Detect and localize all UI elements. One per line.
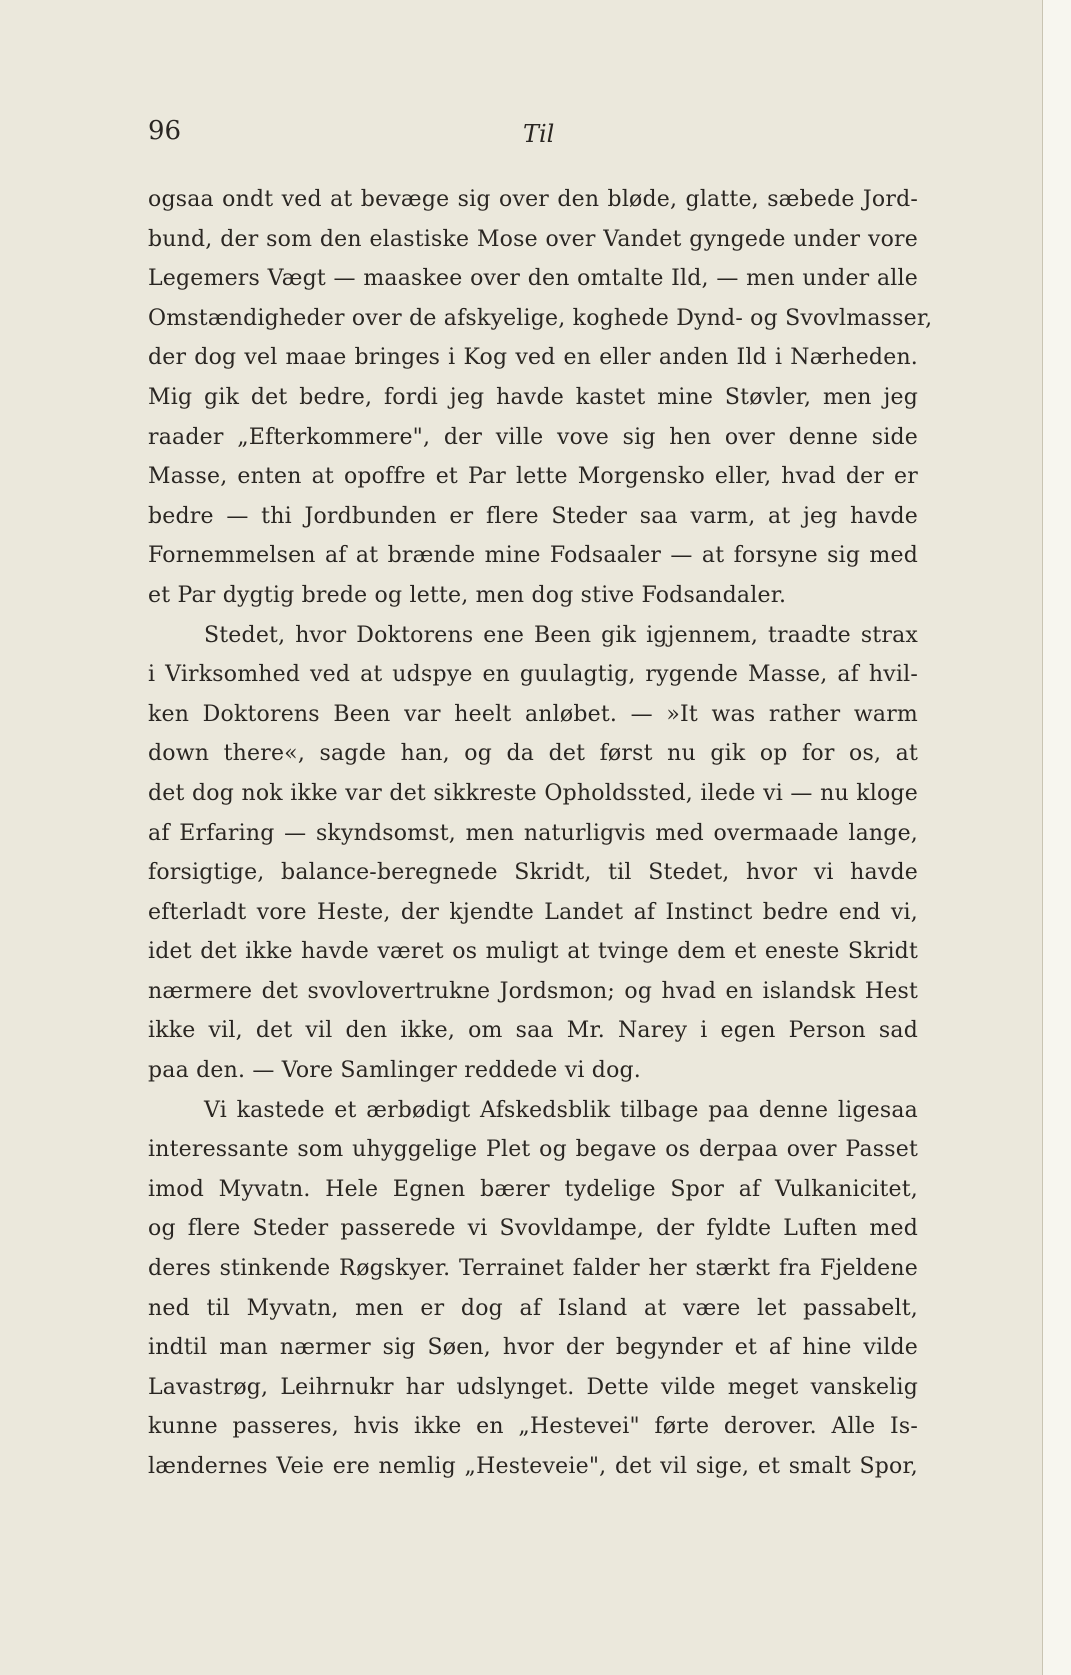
text-line: af Erfaring — skyndsomst, men naturligvis med overmaade lange, xyxy=(148,820,918,846)
text-line: Masse, enten at opoffre et Par lette Morgensko eller, hvad der er xyxy=(148,464,918,490)
text-line: forsigtige, balance-beregnede Skridt, til Stedet, hvor vi havde xyxy=(148,860,918,886)
text-line: paa den. — Vore Samlinger reddede vi dog. xyxy=(148,1058,641,1084)
text-line: bund, der som den elastiske Mose over Vandet gyngede under vore xyxy=(148,226,918,252)
text-line: lændernes Veie ere nemlig „Hesteveie", det vil sige, et smalt Spor, xyxy=(148,1454,918,1479)
text-line: imod Myvatn. Hele Egnen bærer tydelige Spor af Vulkanicitet, xyxy=(148,1176,918,1202)
page-number: 96 xyxy=(148,116,182,146)
running-head xyxy=(148,112,918,152)
text-line: ken Doktorens Been var heelt anløbet. — »It was rather warm xyxy=(148,701,918,727)
text-line: idet det ikke havde været os muligt at tvinge dem et eneste Skridt xyxy=(148,939,918,965)
text-line: ikke vil, det vil den ikke, om saa Mr. Narey i egen Person sad xyxy=(148,1018,918,1044)
text-line: interessante som uhyggelige Plet og begave os derpaa over Passet xyxy=(148,1137,918,1163)
text-line: nærmere det svovlovertrukne Jordsmon; og hvad en islandsk Hest xyxy=(148,978,918,1004)
text-line: Fornemmelsen af at brænde mine Fodsaaler — at forsyne sig med xyxy=(148,543,918,569)
running-title: Til xyxy=(523,120,555,148)
text-line: ned til Myvatn, men er dog af Island at være let passabelt, xyxy=(148,1295,918,1321)
text-line: og flere Steder passerede vi Svovldampe, der fyldte Luften med xyxy=(148,1216,918,1242)
text-line: i Virksomhed ved at udspye en guulagtig, rygende Masse, af hvil- xyxy=(148,662,918,688)
text-line: Lavastrøg, Leihrnukr har udslynget. Dette vilde meget vanskelig xyxy=(148,1374,918,1400)
page-edge xyxy=(1043,0,1071,1675)
text-line: det dog nok ikke var det sikkreste Opholdssted, ilede vi — nu kloge xyxy=(148,780,918,806)
text-line: down there«, sagde han, og da det først nu gik op for os, at xyxy=(148,741,918,767)
text-line: Omstændigheder over de afskyelige, koghede Dynd- og Svovlmasser, xyxy=(148,305,933,331)
text-line: indtil man nærmer sig Søen, hvor der begynder et af hine vilde xyxy=(148,1335,918,1361)
text-line: kunne passeres, hvis ikke en „Hestevei" førte derover. Alle Is- xyxy=(148,1414,918,1440)
text-line: Stedet, hvor Doktorens ene Been gik igjennem, traadte strax xyxy=(204,622,918,648)
text-line: raader „Efterkommere", der ville vove sig hen over denne side xyxy=(148,424,918,450)
text-line: Mig gik det bedre, fordi jeg havde kastet mine Støvler, men jeg xyxy=(148,384,918,410)
text-line: deres stinkende Røgskyer. Terrainet falder her stærkt fra Fjeldene xyxy=(148,1256,918,1282)
text-line: efterladt vore Heste, der kjendte Landet af Instinct bedre end vi, xyxy=(148,899,918,925)
text-line: Vi kastede et ærbødigt Afskedsblik tilbage paa denne ligesaa xyxy=(204,1097,918,1123)
text-line: et Par dygtig brede og lette, men dog stive Fodsandaler. xyxy=(148,582,787,608)
text-line: ogsaa ondt ved at bevæge sig over den bløde, glatte, sæbede Jord- xyxy=(148,187,918,212)
text-line: der dog vel maae bringes i Kog ved en eller anden Ild i Nærheden. xyxy=(148,345,918,371)
body-text xyxy=(148,180,933,1487)
text-line: Legemers Vægt — maaskee over den omtalte Ild, — men under alle xyxy=(148,266,918,292)
text-line: bedre — thi Jordbunden er flere Steder saa varm, at jeg havde xyxy=(148,503,918,529)
